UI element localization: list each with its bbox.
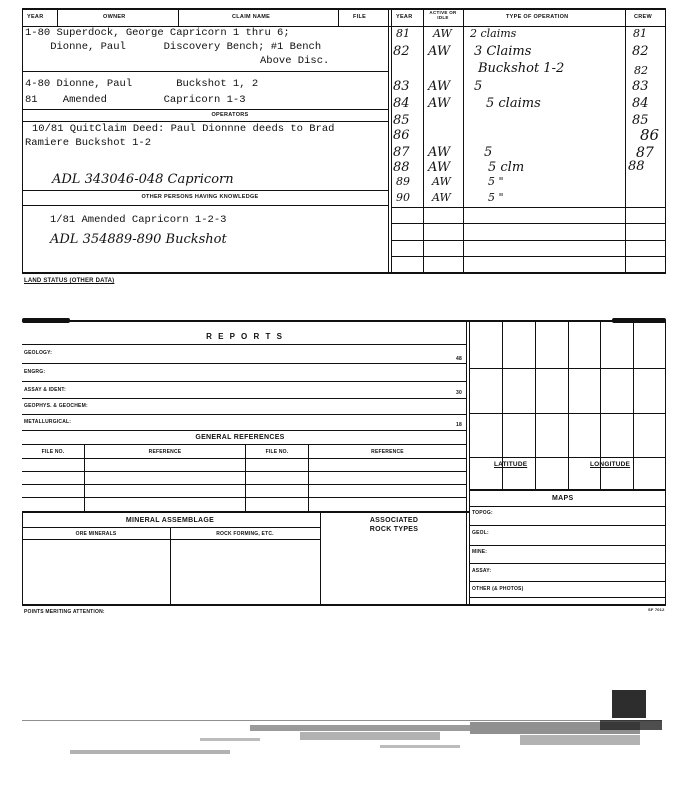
other-persons-label: OTHER PERSONS HAVING KNOWLEDGE <box>141 194 259 200</box>
maps-topog: TOPOG: <box>472 510 493 516</box>
activity-year: 81 <box>396 27 410 40</box>
report-metallurgical: METALLURGICAL: <box>24 419 72 425</box>
report-assay: ASSAY & IDENT: <box>24 387 66 393</box>
owner-line-1: 1-80 Superdock, George Capricorn 1 thru 6; <box>25 27 290 39</box>
activity-crew: 82 <box>632 44 649 59</box>
associated-label: ASSOCIATED <box>369 517 419 524</box>
activity-year: 82 <box>393 44 410 59</box>
owner-line-3: Above Disc. <box>260 55 330 67</box>
activity-year: 88 <box>393 160 410 175</box>
right-border <box>665 8 666 273</box>
owner-line-4: 4-80 Dionne, Paul Buckshot 1, 2 <box>25 78 259 90</box>
header-type-of-operation: TYPE OF OPERATION <box>506 14 569 20</box>
activity-crew: 83 <box>632 79 649 94</box>
land-status-label: LAND STATUS (OTHER DATA) <box>24 278 115 284</box>
header-crew: CREW <box>634 14 653 20</box>
mineral-assemblage-title: MINERAL ASSEMBLAGE <box>125 517 215 524</box>
rock-types-label: ROCK TYPES <box>369 526 419 533</box>
report-engrg: ENGRG: <box>24 369 46 375</box>
report-geology: GEOLOGY: <box>24 350 53 356</box>
operators-line-1: 10/81 QuitClaim Deed: Paul Dionnne deeds to Brad <box>32 123 335 135</box>
report-geophys: GEOPHYS. & GEOCHEM: <box>24 403 88 409</box>
ref-file-no-1: FILE NO. <box>41 449 65 455</box>
maps-mine: MINE: <box>472 549 488 555</box>
header-year: YEAR <box>27 14 44 20</box>
ref-file-no-2: FILE NO. <box>265 449 289 455</box>
activity-status: AW <box>428 79 451 94</box>
top-border <box>22 8 666 10</box>
activity-crew: 81 <box>633 27 647 40</box>
owner-line-2: Dionne, Paul Discovery Bench; #1 Bench <box>25 41 322 53</box>
activity-year: 83 <box>393 79 410 94</box>
activity-crew: 87 <box>636 145 654 161</box>
activity-year: 86 <box>393 128 410 143</box>
maps-geol: GEOL: <box>472 530 489 536</box>
activity-status: AW <box>428 96 451 111</box>
owner-line-5: 81 Amended Capricorn 1-3 <box>25 94 246 106</box>
other-handwritten: ADL 354889-890 Buckshot <box>50 232 227 247</box>
maps-assay: ASSAY: <box>472 568 492 574</box>
activity-operation: 5 " <box>488 175 504 188</box>
header-owner: OWNER <box>103 14 126 20</box>
latitude-label: LATITUDE <box>494 461 528 468</box>
reports-top-rule <box>22 320 666 322</box>
header-year-2: YEAR <box>396 14 413 20</box>
activity-status: AW <box>428 44 451 59</box>
activity-status: AW <box>428 145 451 160</box>
activity-year: 90 <box>396 191 410 204</box>
activity-year: 84 <box>393 96 410 111</box>
rock-forming-label: ROCK FORMING, ETC. <box>216 531 274 537</box>
activity-operation: 5 " <box>488 191 504 204</box>
activity-operation: 5 claims <box>486 96 541 111</box>
report-number-c: 18 <box>456 422 462 428</box>
left-border <box>22 8 23 273</box>
center-divider <box>388 8 389 273</box>
operators-handwritten: ADL 343046-048 Capricorn <box>52 172 234 187</box>
points-meriting-attention-label: POINTS MERITING ATTENTION: <box>24 609 105 615</box>
activity-status: AW <box>432 175 451 188</box>
reports-title: R E P O R T S <box>206 332 284 341</box>
activity-year: 89 <box>396 175 410 188</box>
report-number-a: 48 <box>456 356 462 362</box>
activity-operation: 5 clm <box>488 160 525 175</box>
activity-crew: 82 <box>634 64 648 77</box>
activity-crew: 84 <box>632 96 649 111</box>
form-number: SF 7012 <box>648 607 665 612</box>
activity-operation: 3 Claims <box>474 44 532 59</box>
activity-operation: Buckshot 1-2 <box>478 61 565 76</box>
activity-crew: 86 <box>640 126 660 144</box>
activity-operation: 5 <box>474 79 483 94</box>
maps-title: MAPS <box>552 495 574 502</box>
activity-crew: 85 <box>632 113 649 128</box>
activity-status: AW <box>432 191 451 204</box>
activity-operation: 5 <box>484 145 493 160</box>
operators-label: OPERATORS <box>211 112 249 118</box>
other-line-1: 1/81 Amended Capricorn 1-2-3 <box>50 214 227 226</box>
activity-year: 87 <box>393 145 410 160</box>
header-active-idle: ACTIVE OR IDLE <box>429 10 457 20</box>
activity-status: AW <box>433 27 452 40</box>
activity-status: AW <box>428 160 451 175</box>
scan-noise <box>0 640 678 802</box>
general-references-title: GENERAL REFERENCES <box>195 434 285 441</box>
activity-operation: 2 claims <box>470 27 517 40</box>
longitude-label: LONGITUDE <box>590 461 631 468</box>
activity-crew: 88 <box>628 159 645 174</box>
ore-minerals-label: ORE MINERALS <box>75 531 117 537</box>
report-number-b: 30 <box>456 390 462 396</box>
header-claim-name: CLAIM NAME <box>232 14 271 20</box>
operators-line-2: Ramiere Buckshot 1-2 <box>25 137 152 149</box>
maps-other: OTHER (& PHOTOS) <box>472 586 524 592</box>
ref-reference-1: REFERENCE <box>148 449 182 455</box>
ref-reference-2: REFERENCE <box>371 449 404 455</box>
header-file: FILE <box>353 14 367 20</box>
activity-year: 85 <box>393 113 410 128</box>
